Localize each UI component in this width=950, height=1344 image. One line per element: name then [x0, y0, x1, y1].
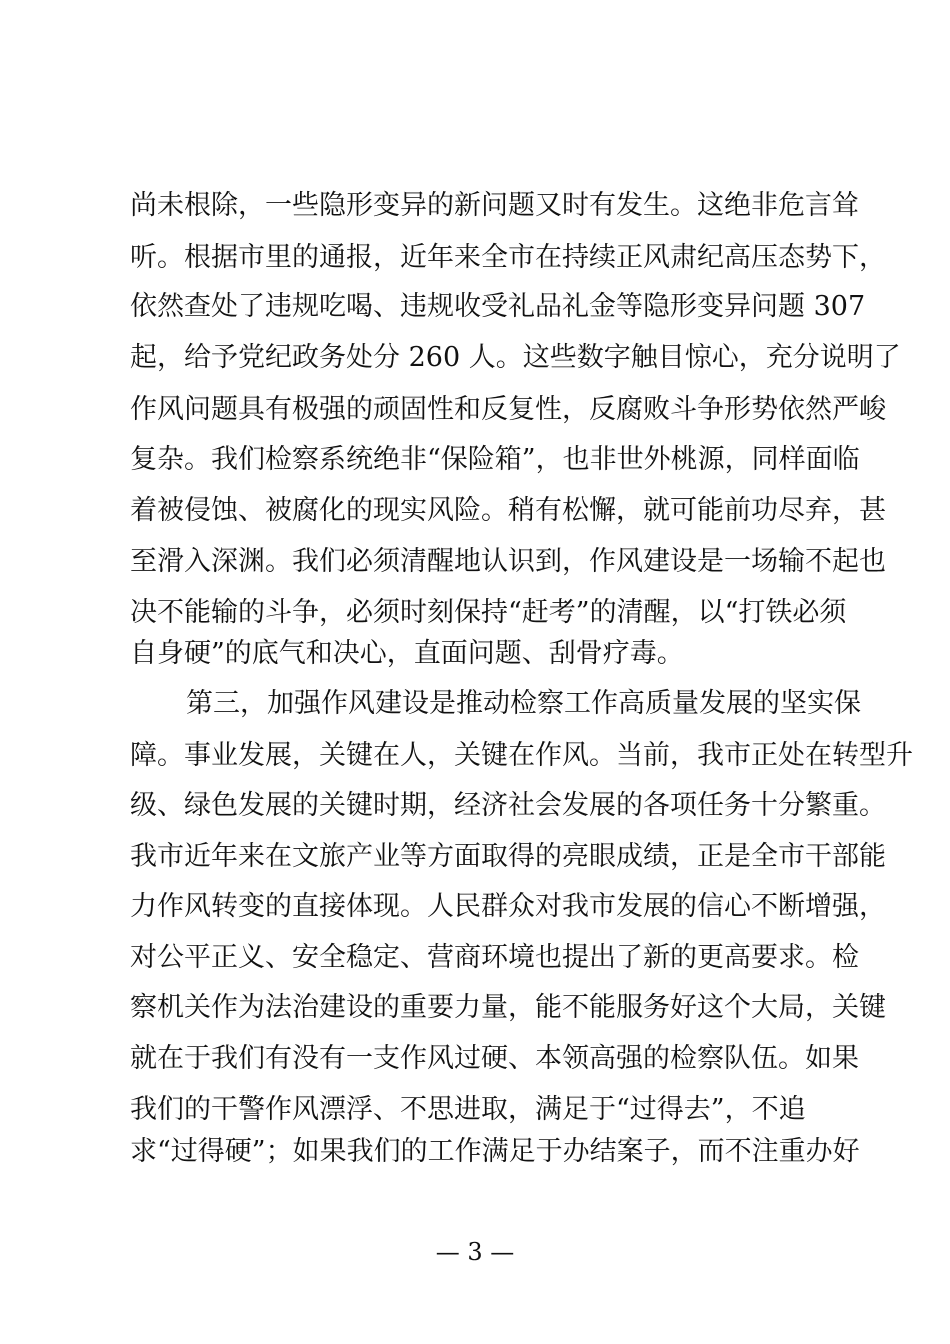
text-line: 察机关作为法治建设的重要力量，能不能服务好这个大局，关键	[130, 992, 886, 1023]
paragraph-start-line: 第三，加强作风建设是推动检察工作高质量发展的坚实保	[186, 688, 861, 719]
text-line: 复杂。我们检察系统绝非“保险箱”，也非世外桃源，同样面临	[130, 444, 860, 475]
text-line: 听。根据市里的通报，近年来全市在持续正风肃纪高压态势下，	[130, 242, 886, 273]
text-line: 我市近年来在文旅产业等方面取得的亮眼成绩，正是全市干部能	[130, 841, 886, 872]
text-line: 至滑入深渊。我们必须清醒地认识到，作风建设是一场输不起也	[130, 546, 886, 577]
text-line: 着被侵蚀、被腐化的现实风险。稍有松懈，就可能前功尽弃，甚	[130, 495, 886, 526]
text-line: 障。事业发展，关键在人，关键在作风。当前，我市正处在转型升	[130, 740, 913, 771]
text-line: 求“过得硬”；如果我们的工作满足于办结案子，而不注重办好	[130, 1136, 860, 1167]
text-line: 自身硬”的底气和决心，直面问题、刮骨疗毒。	[130, 638, 684, 669]
text-line: 对公平正义、安全稳定、营商环境也提出了新的更高要求。检	[130, 942, 859, 973]
text-line: 作风问题具有极强的顽固性和反复性，反腐败斗争形势依然严峻	[130, 394, 886, 425]
page-number: — 3 —	[435, 1238, 515, 1266]
text-line: 依然查处了违规吃喝、违规收受礼品礼金等隐形变异问题 307	[130, 291, 866, 322]
text-line: 起，给予党纪政务处分 260 人。这些数字触目惊心，充分说明了	[130, 342, 901, 373]
text-line: 我们的干警作风漂浮、不思进取，满足于“过得去”，不追	[130, 1094, 806, 1125]
text-line: 级、绿色发展的关键时期，经济社会发展的各项任务十分繁重。	[130, 790, 886, 821]
text-line: 就在于我们有没有一支作风过硬、本领高强的检察队伍。如果	[130, 1043, 859, 1074]
text-line: 力作风转变的直接体现。人民群众对我市发展的信心不断增强，	[130, 891, 886, 922]
text-line: 决不能输的斗争，必须时刻保持“赶考”的清醒，以“打铁必须	[130, 597, 847, 628]
text-line: 尚未根除，一些隐形变异的新问题又时有发生。这绝非危言耸	[130, 190, 859, 221]
